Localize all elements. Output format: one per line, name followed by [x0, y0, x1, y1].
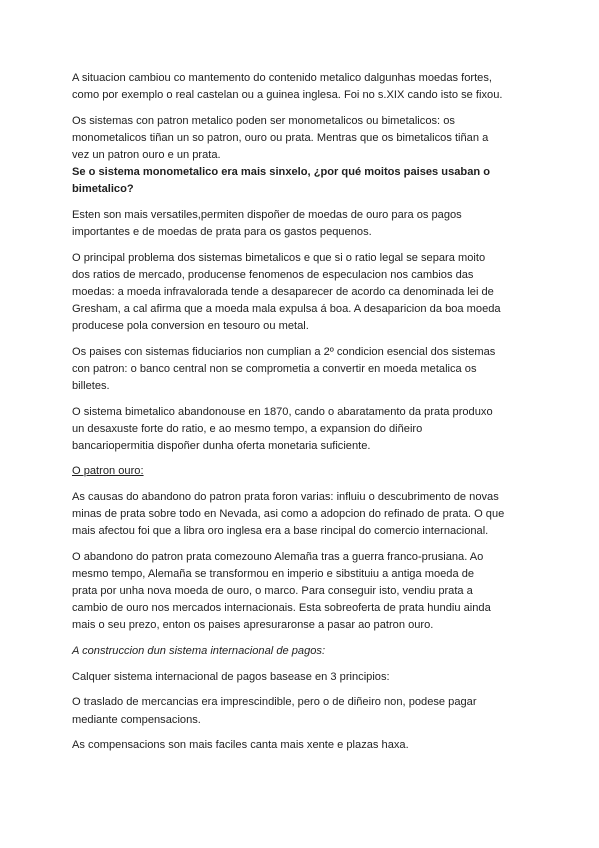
text-line: bimetalico?	[72, 183, 134, 196]
paragraph-silver-abandon-causes	[72, 489, 529, 540]
text-line: vez un patron ouro e un prata.	[72, 148, 221, 161]
text-line: moedas: a moeda infravalorada tende a desaparecer de acordo ca denominada lei de	[72, 285, 494, 298]
paragraph-metal-systems	[72, 113, 529, 164]
text-line: A construccion dun sistema internacional de pagos:	[72, 645, 326, 658]
text-line: mediante compensacions.	[72, 713, 201, 726]
section-heading-gold-standard	[72, 463, 529, 480]
text-line: monometalicos tiñan un so patron, ouro ou prata. Mentras que os bimetalicos tiñan a	[72, 131, 489, 144]
text-line: Se o sistema monometalico era mais sinxelo, ¿por qué moitos paises usaban o	[72, 166, 490, 179]
paragraph-1870	[72, 404, 529, 455]
text-line: As causas do abandono do patron prata foron varias: influiu o descubrimento de novas	[72, 491, 499, 504]
text-line: como por exemplo o real castelan ou a guinea inglesa. Foi no s.XIX cando isto se fixou.	[72, 89, 503, 102]
text-line: con patron: o banco central non se comprometia a convertir en moeda metalica os	[72, 362, 477, 375]
paragraph-silver-context	[72, 70, 529, 104]
text-line: O sistema bimetalico abandonouse en 1870, cando o abaratamento da prata produxo	[72, 405, 493, 418]
text-line: bancariopermitia dispoñer dunha oferta monetaria suficiente.	[72, 439, 371, 452]
text-line: O principal problema dos sistemas bimetalicos e que si o ratio legal se separa moito	[72, 251, 486, 264]
text-line: cambio de ouro nos mercados internacionais. Esta sobreoferta de prata hundiu ainda	[72, 602, 491, 615]
text-line: O abandono do patron prata comezouno Alemaña tras a guerra franco-prusiana. Ao	[72, 551, 484, 563]
text-line: Calquer sistema internacional de pagos basease en 3 principios:	[72, 670, 390, 683]
text-line: O traslado de mercancias era imprescindible, pero o de diñeiro non, podese pagar	[72, 696, 477, 709]
paragraph-compensation-ease	[72, 737, 529, 754]
text-line: dos ratios de mercado, producense fenomenos de especulacion nos cambios das	[72, 268, 474, 281]
text-line: billetes.	[72, 379, 110, 392]
paragraph-fiduciary	[72, 344, 529, 395]
paragraph-versatility	[72, 207, 529, 241]
text-line: mais afectou foi que a libra oro inglesa era a base rincipal do comercio internacional.	[72, 525, 489, 538]
question-heading	[72, 164, 529, 198]
text-line: producese pola conversion en tesouro ou metal.	[72, 320, 309, 332]
section-heading-payment-system	[72, 643, 529, 660]
paragraph-bimetallic-problem	[72, 250, 529, 335]
text-line: minas de prata sobre todo en Nevada, asi como a adopcion do refinado de prata. O que	[72, 508, 505, 521]
paragraph-germany	[72, 549, 529, 634]
text-line: importantes e de moedas de prata para os gastos pequenos.	[72, 225, 372, 238]
text-line: Os paises con sistemas fiduciarios non cumplian a 2º condicion esencial dos sistemas	[72, 345, 496, 358]
text-line: Esten son mais versatiles,permiten dispoñer de moedas de ouro para os pagos	[72, 208, 462, 221]
text-line: prata por unha nova moeda de ouro, o marco. Para conseguir isto, vendiu prata a	[72, 585, 473, 598]
text-line: Gresham, a cal afirma que a moeda mala expulsa á boa. A desaparicion da boa moeda	[72, 302, 501, 315]
text-line: mesmo tempo, Alemaña se transformou en imperio e sibstituiu a antiga moeda de	[72, 568, 475, 581]
text-line: A situacion cambiou co mantemento do contenido metalico dalgunhas moedas fortes,	[72, 72, 492, 84]
text-line: Os sistemas con patron metalico poden ser monometalicos ou bimetalicos: os	[72, 114, 455, 127]
paragraph-principles	[72, 669, 529, 686]
text-line: un desaxuste forte do ratio, e ao mesmo tempo, a expansion do diñeiro	[72, 422, 423, 435]
paragraph-compensation	[72, 694, 529, 728]
text-line: O patron ouro:	[72, 465, 144, 478]
text-line: mais o seu prezo, enton os paises apresuraronse a pasar ao patron ouro.	[72, 619, 434, 632]
text-line: As compensacions son mais faciles canta mais xente e plazas haxa.	[72, 739, 409, 752]
